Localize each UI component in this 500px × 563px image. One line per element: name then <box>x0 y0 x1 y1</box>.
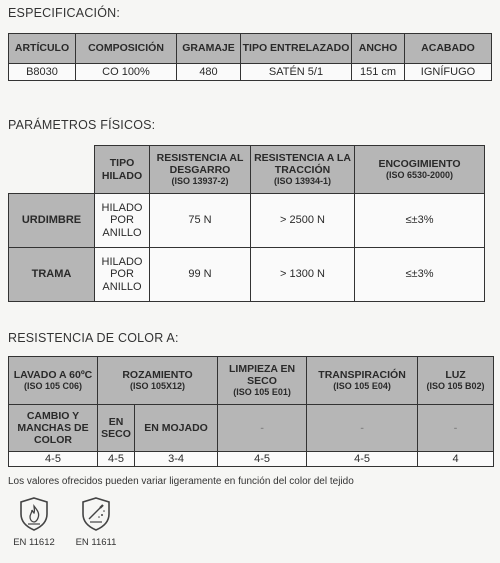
phys-cell-encogimiento: ≤±3% <box>355 194 485 248</box>
color-sub-transpiracion-dash: - <box>307 405 418 452</box>
color-header-rozamiento-iso: (ISO 105X12) <box>130 381 186 392</box>
phys-header-desgarro <box>150 146 251 194</box>
cert-label: EN 11611 <box>75 537 117 548</box>
cert-label: EN 11612 <box>13 537 55 548</box>
phys-title: PARÁMETROS FÍSICOS: <box>8 118 156 132</box>
color-header-rozamiento <box>98 357 218 405</box>
color-title: RESISTENCIA DE COLOR A: <box>8 331 179 345</box>
phys-header-encogimiento-label: ENCOGIMIENTO <box>378 158 461 171</box>
phys-header-encogimiento-iso: (ISO 6530-2000) <box>385 170 454 181</box>
spec-title: ESPECIFICACIÓN: <box>8 6 121 20</box>
phys-cell-traccion: > 1300 N <box>251 248 355 302</box>
phys-cell-desgarro: 75 N <box>150 194 251 248</box>
phys-cell-encogimiento: ≤±3% <box>355 248 485 302</box>
color-table <box>8 356 494 467</box>
spec-header-tipo: TIPO ENTRELAZADO <box>241 34 352 64</box>
flame-shield-icon <box>19 497 49 531</box>
phys-row-label: TRAMA <box>9 248 95 302</box>
phys-header-desgarro-label: RESISTENCIA AL DESGARRO <box>156 152 244 177</box>
color-header-luz-iso: (ISO 105 B02) <box>426 381 485 392</box>
spec-table <box>8 33 492 81</box>
phys-header-desgarro-iso: (ISO 13937-2) <box>171 176 229 187</box>
spec-value-tipo: SATÉN 5/1 <box>241 64 352 81</box>
phys-corner <box>9 146 95 194</box>
spec-value-acabado: IGNÍFUGO <box>405 64 492 81</box>
phys-header-encogimiento <box>355 146 485 194</box>
color-header-luz <box>418 357 494 405</box>
disclaimer-note: Los valores ofrecidos pueden variar ligeramente en función del color del tejido <box>8 476 354 487</box>
phys-row-label: URDIMBRE <box>9 194 95 248</box>
spec-header-acabado: ACABADO <box>405 34 492 64</box>
phys-row-urdimbre <box>9 194 485 248</box>
color-header-luz-label: LUZ <box>445 369 466 382</box>
phys-row-trama <box>9 248 485 302</box>
cert-en11612 <box>10 497 58 548</box>
spec-value-ancho: 151 cm <box>352 64 405 81</box>
spec-value-gramaje: 480 <box>177 64 241 81</box>
phys-header-traccion <box>251 146 355 194</box>
phys-header-traccion-iso: (ISO 13934-1) <box>273 176 332 187</box>
spec-header-ancho: ANCHO <box>352 34 405 64</box>
color-value-seco: 4-5 <box>98 452 135 467</box>
color-header-limpieza-label: LIMPIEZA EN SECO <box>229 363 296 388</box>
color-header-lavado-iso: (ISO 105 C06) <box>23 381 83 392</box>
color-sub-cambio: CAMBIO Y MANCHAS DE COLOR <box>9 405 98 452</box>
spec-header-articulo: ARTÍCULO <box>9 34 76 64</box>
welding-shield-icon <box>81 497 111 531</box>
color-value-lavado: 4-5 <box>9 452 98 467</box>
color-header-lavado <box>9 357 98 405</box>
spec-value-composicion: CO 100% <box>76 64 177 81</box>
phys-header-traccion-label: RESISTENCIA A LA TRACCIÓN <box>254 152 351 177</box>
color-header-lavado-label: LAVADO A 60ºC <box>13 369 93 382</box>
phys-cell-hilado: HILADO POR ANILLO <box>95 248 150 302</box>
color-header-transpiracion <box>307 357 418 405</box>
color-header-transpiracion-iso: (ISO 105 E04) <box>333 381 391 392</box>
color-value-luz: 4 <box>418 452 494 467</box>
color-sub-luz-dash: - <box>418 405 494 452</box>
color-value-mojado: 3-4 <box>135 452 218 467</box>
phys-header-hilado-label: TIPO HILADO <box>101 157 143 182</box>
phys-cell-hilado: HILADO POR ANILLO <box>95 194 150 248</box>
color-value-limpieza: 4-5 <box>218 452 307 467</box>
color-header-transpiracion-label: TRANSPIRACIÓN <box>318 369 406 382</box>
phys-cell-traccion: > 2500 N <box>251 194 355 248</box>
color-sub-seco: EN SECO <box>98 405 135 452</box>
color-sub-mojado: EN MOJADO <box>135 405 218 452</box>
spec-header-gramaje: GRAMAJE <box>177 34 241 64</box>
color-header-limpieza-iso: (ISO 105 E01) <box>233 387 291 398</box>
phys-table <box>8 145 485 302</box>
color-sub-limpieza-dash: - <box>218 405 307 452</box>
color-value-transpiracion: 4-5 <box>307 452 418 467</box>
color-header-limpieza <box>218 357 307 405</box>
phys-header-hilado <box>95 146 150 194</box>
spec-header-composicion: COMPOSICIÓN <box>76 34 177 64</box>
color-header-rozamiento-label: ROZAMIENTO <box>122 369 193 382</box>
spec-value-articulo: B8030 <box>9 64 76 81</box>
phys-cell-desgarro: 99 N <box>150 248 251 302</box>
cert-en11611 <box>70 497 122 548</box>
